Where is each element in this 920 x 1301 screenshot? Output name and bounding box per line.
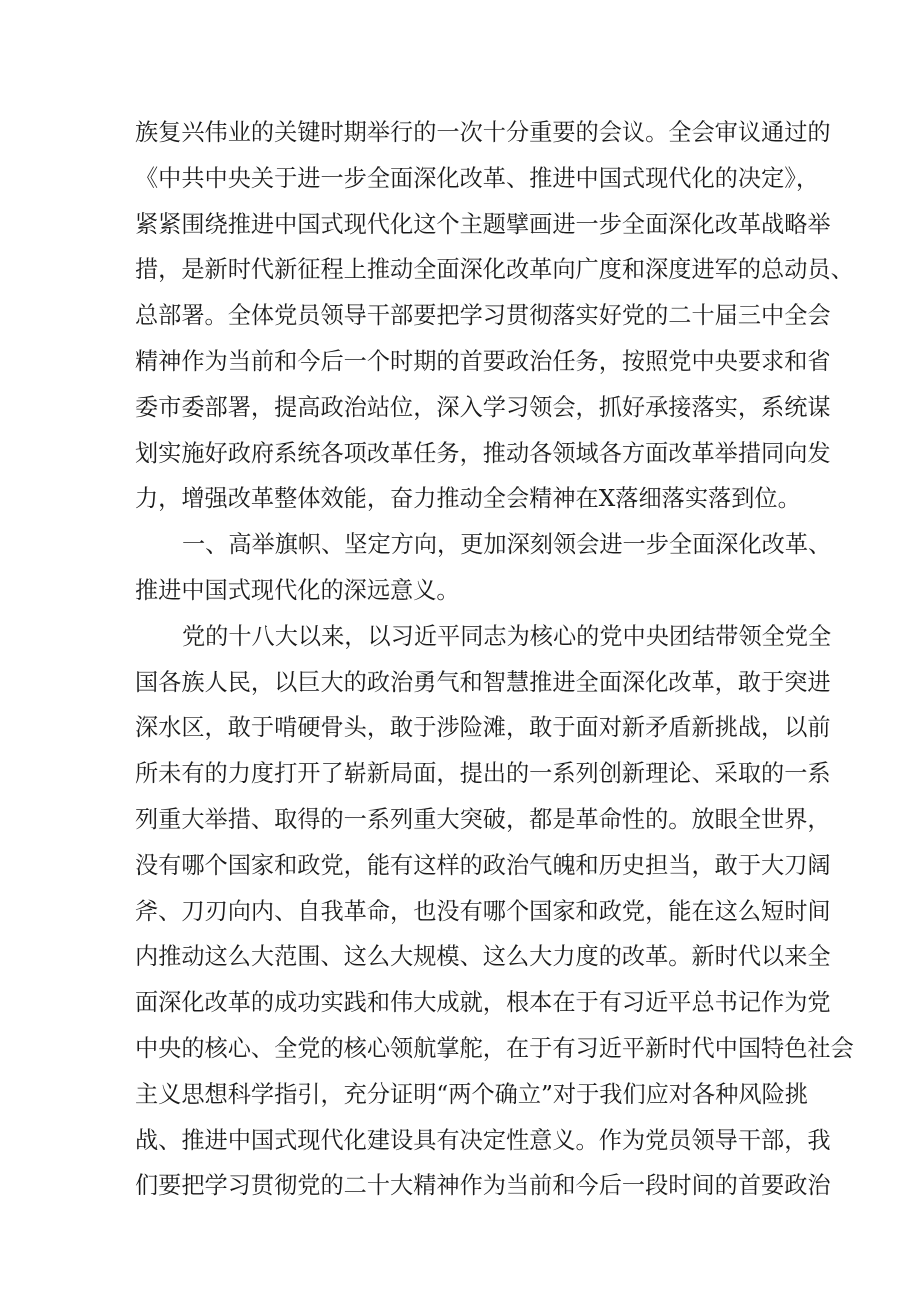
- paragraph-1: [135, 110, 854, 522]
- text-line: 党的十八大以来，以习近平同志为核心的党中央团结带领全党全: [182, 622, 832, 650]
- text-line: 力，增强改革整体效能，奋力推动全会精神在X落细落实落到位。: [135, 485, 801, 513]
- text-line: 列重大举措、取得的一系列重大突破，都是革命性的。放眼全世界，: [135, 805, 831, 833]
- text-line: 没有哪个国家和政党，能有这样的政治气魄和历史担当，敢于大刀阔: [135, 851, 831, 879]
- text-line: 划实施好政府系统各项改革任务，推动各领域各方面改革举措同向发: [135, 439, 831, 467]
- text-line: 紧紧围绕推进中国式现代化这个主题擘画进一步全面深化改革战略举: [135, 210, 831, 238]
- text-line: 国各族人民，以巨大的政治勇气和智慧推进全面深化改革，敢于突进: [135, 668, 831, 696]
- text-line: 委市委部署，提高政治站位，深入学习领会，抓好承接落实，系统谋: [135, 393, 831, 421]
- text-line: 总部署。全体党员领导干部要把学习贯彻落实好党的二十届三中全会: [135, 302, 831, 330]
- text-line: 《中共中央关于进一步全面深化改革、推进中国式现代化的决定》，: [135, 164, 820, 192]
- section-heading: [135, 522, 832, 614]
- heading-line: 推进中国式现代化的深远意义。: [135, 576, 460, 604]
- text-line: 战、推进中国式现代化建设具有决定性意义。作为党员领导干部，我: [135, 1126, 831, 1154]
- heading-line: 一、高举旗帜、坚定方向，更加深刻领会进一步全面深化改革、: [182, 531, 832, 559]
- paragraph-2: [135, 614, 854, 1209]
- text-line: 们要把学习贯彻党的二十大精神作为当前和今后一段时间的首要政治: [135, 1172, 831, 1200]
- text-line: 主义思想科学指引，充分证明“两个确立”对于我们应对各种风险挑: [135, 1080, 808, 1108]
- document-body: [135, 110, 854, 1209]
- text-line: 斧、刀刃向内、自我革命，也没有哪个国家和政党，能在这么短时间: [135, 897, 831, 925]
- text-line: 中央的核心、全党的核心领航掌舵，在于有习近平新时代中国特色社会: [135, 1034, 854, 1062]
- text-line: 所未有的力度打开了崭新局面，提出的一系列创新理论、采取的一系: [135, 760, 831, 788]
- text-line: 族复兴伟业的关键时期举行的一次十分重要的会议。全会审议通过的: [135, 119, 831, 146]
- text-line: 措，是新时代新征程上推动全面深化改革向广度和深度进军的总动员、: [135, 256, 854, 284]
- text-line: 精神作为当前和今后一个时期的首要政治任务，按照党中央要求和省: [135, 347, 831, 375]
- text-line: 内推动这么大范围、这么大规模、这么大力度的改革。新时代以来全: [135, 943, 831, 971]
- text-line: 面深化改革的成功实践和伟大成就，根本在于有习近平总书记作为党: [135, 989, 831, 1017]
- text-line: 深水区，敢于啃硬骨头，敢于涉险滩，敢于面对新矛盾新挑战，以前: [135, 714, 831, 742]
